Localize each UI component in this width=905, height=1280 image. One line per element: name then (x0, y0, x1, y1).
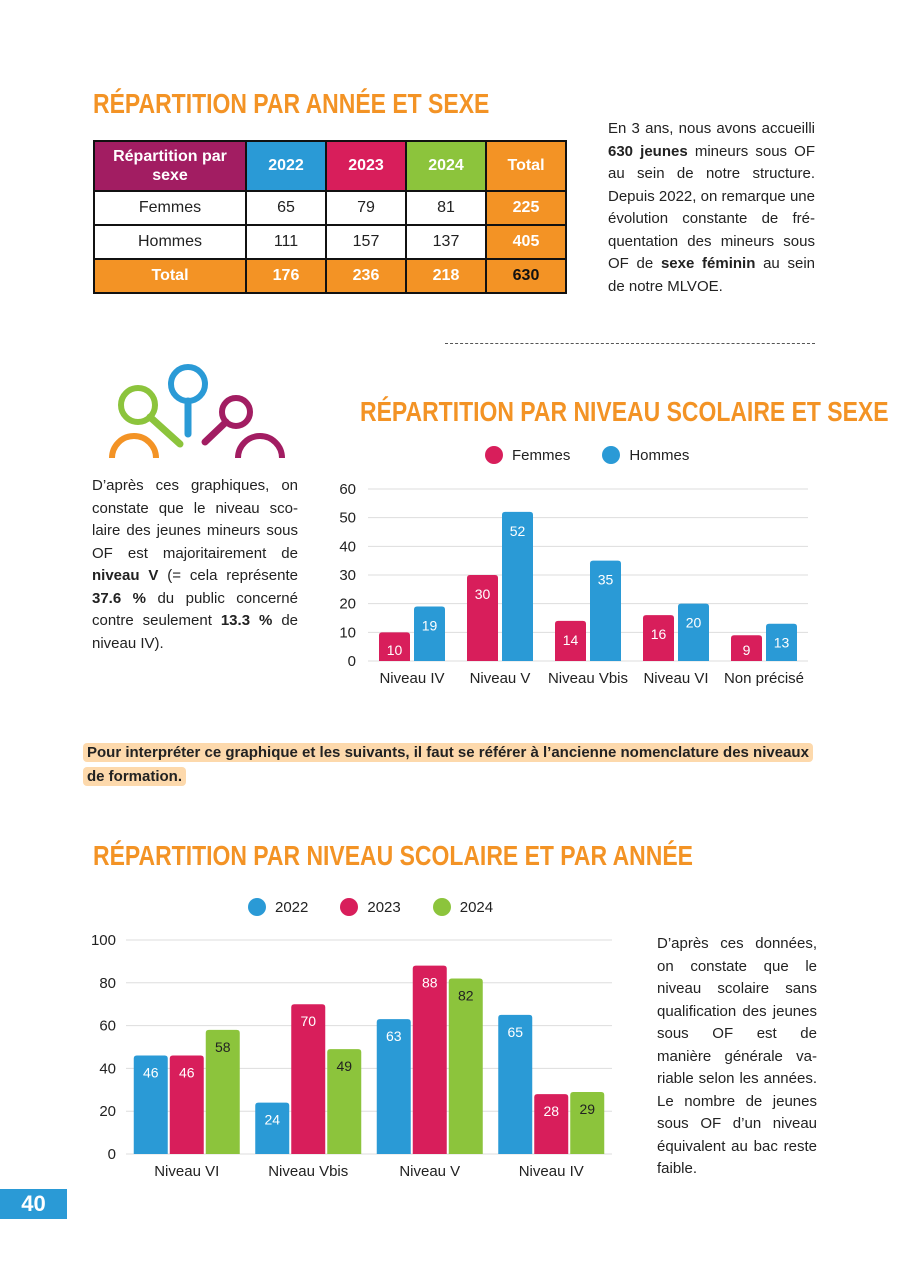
section3-paragraph: D’après ces données, on constate que le niveau scolaire sans qualification des jeunes sous OF est de manière générale va-riable selon les années. Le nombre de jeunes sous OF d’un niveau équivalent au bac reste faible. (657, 935, 817, 1177)
y-tick-label: 40 (99, 1060, 116, 1078)
legend-swatch (340, 898, 358, 916)
text-segment: du public concerné contre seulement (92, 589, 298, 629)
x-tick-label: Non précisé (723, 670, 805, 687)
data-label: 14 (562, 631, 579, 648)
note-text: Pour interpréter ce graphique et les suivants, il faut se référer à l’ancienne nomenclature des niveaux de formation. (83, 743, 813, 786)
data-label: 52 (509, 522, 526, 539)
table-cell: 111 (246, 225, 326, 259)
data-label: 65 (507, 1023, 524, 1040)
text-segment: mineurs sous OF au sein de notre structure. (608, 142, 816, 182)
legend-label: 2023 (367, 898, 401, 916)
y-tick-label: 60 (99, 1017, 116, 1035)
y-tick-label: 80 (99, 974, 116, 992)
legend-item (340, 898, 400, 916)
table-cell: 236 (326, 259, 406, 293)
data-label: 30 (474, 586, 491, 602)
data-label: 9 (742, 642, 751, 658)
text-bold: 13.3 % (220, 612, 273, 629)
legend-item (248, 898, 308, 916)
x-tick-label: Niveau IV (518, 1163, 584, 1180)
bar-hommes (414, 607, 445, 661)
table-cell: 157 (326, 225, 406, 259)
data-label: 35 (597, 571, 614, 588)
chart2-legend (248, 898, 515, 916)
bar-2022 (255, 1103, 289, 1154)
x-tick-label: Niveau Vbis (547, 670, 629, 687)
text-bold: sexe féminin (660, 255, 756, 272)
note-banner (83, 741, 820, 789)
data-label: 46 (178, 1064, 195, 1081)
table-cell: 218 (406, 259, 486, 293)
table-row (94, 225, 566, 259)
section-title-annee-sexe: RÉPARTITION PAR ANNÉE ET SEXE (93, 88, 490, 119)
page-number: 40 (0, 1189, 67, 1219)
data-label: 82 (457, 987, 474, 1004)
data-label: 24 (264, 1111, 281, 1128)
table-cell: Total (94, 259, 246, 293)
x-tick-label: Niveau V (469, 670, 531, 687)
table-cell-total: 225 (486, 191, 566, 225)
legend-swatch (433, 898, 451, 916)
text-bold: 630 jeunes (608, 142, 688, 160)
text-segment: (= cela représente (167, 567, 298, 584)
x-tick-label: Niveau VI (154, 1163, 220, 1180)
data-label: 58 (214, 1038, 231, 1055)
chart1-legend (485, 446, 711, 464)
table-cell: 137 (406, 225, 486, 259)
table-cell: Hommes (94, 225, 246, 259)
bar-hommes (678, 604, 709, 661)
data-label: 70 (300, 1013, 317, 1030)
table-header-cell: Répartition par sexe (94, 141, 246, 191)
table-cell: 81 (406, 191, 486, 225)
data-label: 16 (650, 626, 667, 643)
table-cell: 65 (246, 191, 326, 225)
data-label: 49 (336, 1058, 353, 1075)
data-label: 46 (142, 1064, 159, 1081)
data-label: 63 (385, 1028, 402, 1045)
table-header-cell: Total (486, 141, 566, 191)
magnifying-glasses-icon (108, 360, 288, 460)
legend-label: Hommes (629, 446, 690, 464)
table-header-cell: 2023 (326, 141, 406, 191)
section-title-niveau-sexe: RÉPARTITION PAR NIVEAU SCOLAIRE ET SEXE (360, 396, 889, 427)
text-bold: niveau V (92, 567, 159, 584)
x-tick-label: Niveau Vbis (268, 1163, 349, 1180)
table-cell: 79 (326, 191, 406, 225)
y-tick-label: 50 (339, 509, 356, 527)
y-tick-label: 10 (339, 624, 356, 642)
x-tick-label: Niveau IV (379, 670, 445, 687)
legend-label: 2024 (459, 898, 494, 916)
data-label: 20 (685, 614, 702, 631)
legend-item (433, 898, 493, 916)
legend-swatch (602, 446, 620, 464)
divider (445, 343, 815, 344)
section1-paragraph (608, 118, 815, 298)
text-bold: 37.6 % (92, 589, 146, 607)
legend-item (602, 446, 689, 464)
data-label: 28 (543, 1103, 560, 1120)
bar-2023 (413, 966, 447, 1154)
y-tick-label: 100 (90, 932, 116, 949)
x-tick-label: Niveau V (399, 1163, 461, 1180)
legend-swatch (248, 898, 266, 916)
table-header-cell: 2022 (246, 141, 326, 191)
table-row (94, 191, 566, 225)
table-cell: Femmes (94, 191, 246, 225)
section-title-niveau-annee: RÉPARTITION PAR NIVEAU SCOLAIRE ET PAR ANNÉE (93, 840, 693, 871)
y-tick-label: 20 (339, 595, 356, 613)
data-label: 19 (421, 617, 438, 634)
text-segment: au sein de notre MLVOE. (608, 255, 816, 295)
chart-niveau-annee (80, 925, 620, 1185)
text-segment: En 3 ans, nous avons accueilli (608, 120, 815, 137)
repartition-table (93, 140, 567, 294)
legend-label: Femmes (512, 446, 571, 464)
table-cell-grand-total: 630 (486, 259, 566, 293)
table-header-row (94, 141, 566, 191)
y-tick-label: 0 (347, 653, 356, 670)
legend-swatch (485, 446, 503, 464)
table-cell: 176 (246, 259, 326, 293)
y-tick-label: 20 (99, 1103, 116, 1121)
table-total-row (94, 259, 566, 293)
text-segment: Depuis 2022, on remarque une évolution constante de fré-quentation des mineurs sous OF de (608, 187, 815, 272)
data-label: 10 (386, 642, 403, 658)
y-tick-label: 0 (107, 1146, 116, 1163)
legend-label: 2022 (275, 898, 309, 916)
section2-paragraph (92, 475, 298, 655)
bar-2024 (449, 979, 483, 1154)
data-label: 29 (579, 1100, 596, 1117)
y-tick-label: 40 (339, 538, 356, 556)
legend-item (485, 446, 570, 464)
data-label: 13 (773, 634, 790, 651)
chart-niveau-sexe (330, 475, 820, 695)
table-cell-total: 405 (486, 225, 566, 259)
y-tick-label: 30 (339, 567, 356, 584)
x-tick-label: Niveau VI (643, 670, 709, 687)
text-segment: de niveau IV). (92, 612, 298, 652)
text-segment: D’après ces graphiques, on constate que le niveau sco-laire des jeunes mineurs sous OF est majoritairement de (92, 477, 298, 562)
y-tick-label: 60 (339, 481, 356, 498)
table-header-cell: 2024 (406, 141, 486, 191)
data-label: 88 (421, 974, 438, 991)
